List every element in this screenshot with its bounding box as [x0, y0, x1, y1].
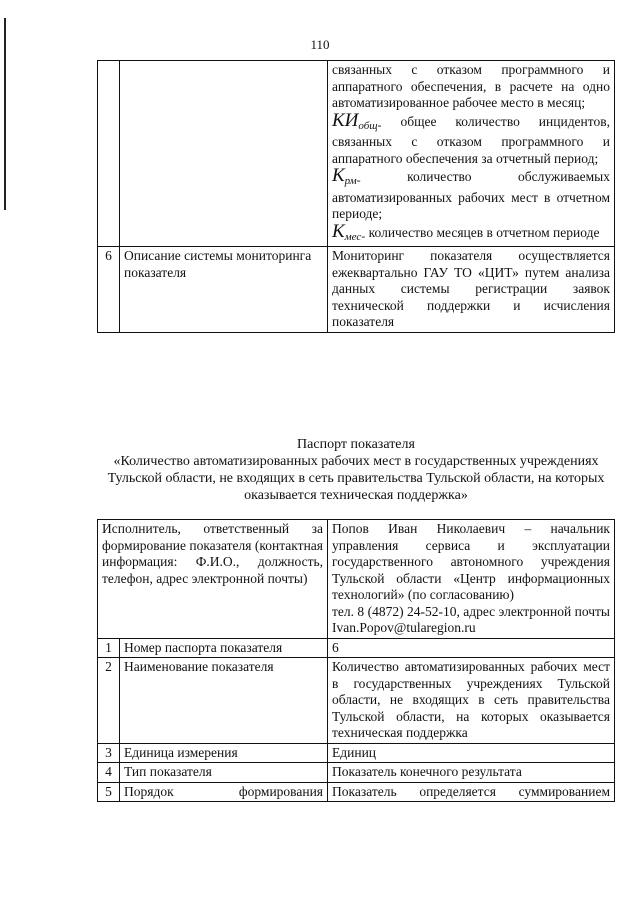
row-value: Показатель определяется суммированием — [328, 782, 615, 802]
dash: - — [377, 117, 382, 132]
symbol-ki: КИ — [332, 109, 359, 131]
definition-krm: количество обслуживаемых автоматизированных рабочих мест в отчетном периоде; — [332, 169, 610, 221]
table-row — [98, 61, 615, 247]
row-number: 1 — [98, 638, 120, 658]
formula-kmes — [332, 220, 610, 246]
executor-name: Попов Иван Николаевич – начальник управления сервиса и эксплуатации государственного автономного учреждения Тульской области «Центр информационных технологий» (по согласованию) — [332, 521, 610, 602]
subscript-kmes: мес — [344, 230, 362, 243]
subscript-ki: общ — [358, 119, 378, 132]
page-number: 110 — [310, 37, 330, 52]
dash: - — [356, 173, 361, 187]
passport-title: Паспорт показателя — [297, 437, 415, 452]
row-value: Количество автоматизированных рабочих мест в государственных учреждениях Тульской области, не входящих в сеть правительства Тульской области, на которых оказывается техническая поддержка — [328, 658, 615, 744]
table-row — [98, 743, 615, 763]
dash: - — [361, 228, 366, 243]
formula-krm — [332, 165, 610, 223]
row-label: Наименование показателя — [120, 658, 328, 744]
row-label: Номер паспорта показателя — [120, 638, 328, 658]
row-label: Порядок формирования — [120, 782, 328, 802]
subscript-krm: рм — [344, 175, 357, 187]
table-row — [98, 763, 615, 783]
row-value: Мониторинг показателя осуществляется ежеквартально ГАУ ТО «ЦИТ» путем анализа данных системы регистрации заявок технической поддержки и исчисления показателя — [328, 247, 615, 333]
table-row — [98, 247, 615, 333]
indicator-table-continued — [97, 60, 615, 333]
definition-kmes: количество месяцев в отчетном периоде — [365, 224, 600, 240]
table-row — [98, 638, 615, 658]
row-value: Показатель конечного результата — [328, 763, 615, 783]
row-number: 4 — [98, 763, 120, 783]
row-value: Единиц — [328, 743, 615, 763]
symbol-kmes: К — [332, 220, 345, 242]
executor-value — [328, 520, 615, 639]
definition-ki: общее количество инцидентов, связанных с отказом программного и аппаратного обеспечения за отчетный период; — [332, 113, 610, 166]
passport-subtitle: «Количество автоматизированных рабочих мест в государственных учреждениях Тульской области, не входящих в сеть правительства Тульской области, на которых оказывается техническая поддержка» — [107, 454, 605, 503]
table-row — [98, 658, 615, 744]
row-number: 5 — [98, 782, 120, 802]
table-row — [98, 520, 615, 639]
table-row — [98, 782, 615, 802]
executor-label: Исполнитель, ответственный за формирование показателя (контактная информация: Ф.И.О., должность, телефон, адрес электронной почты) — [98, 520, 328, 639]
table-cell-value — [328, 61, 615, 247]
row-label: Описание системы мониторинга показателя — [120, 247, 328, 333]
table-cell-label — [120, 61, 328, 247]
calc-description: связанных с отказом программного и аппаратного обеспечения, в расчете на одно автоматизированное рабочее место в месяц; — [332, 62, 610, 110]
table-cell-num — [98, 61, 120, 247]
row-value: 6 — [328, 638, 615, 658]
row-number: 6 — [98, 247, 120, 333]
row-number: 2 — [98, 658, 120, 744]
row-label: Единица измерения — [120, 743, 328, 763]
symbol-krm: К — [332, 165, 345, 186]
row-label: Тип показателя — [120, 763, 328, 783]
executor-contacts: тел. 8 (4872) 24-52-10, адрес электронной почты Ivan.Popov@tularegion.ru — [332, 603, 610, 635]
passport-heading — [97, 436, 615, 504]
passport-table — [97, 519, 615, 802]
row-number: 3 — [98, 743, 120, 763]
formula-ki — [332, 109, 610, 168]
